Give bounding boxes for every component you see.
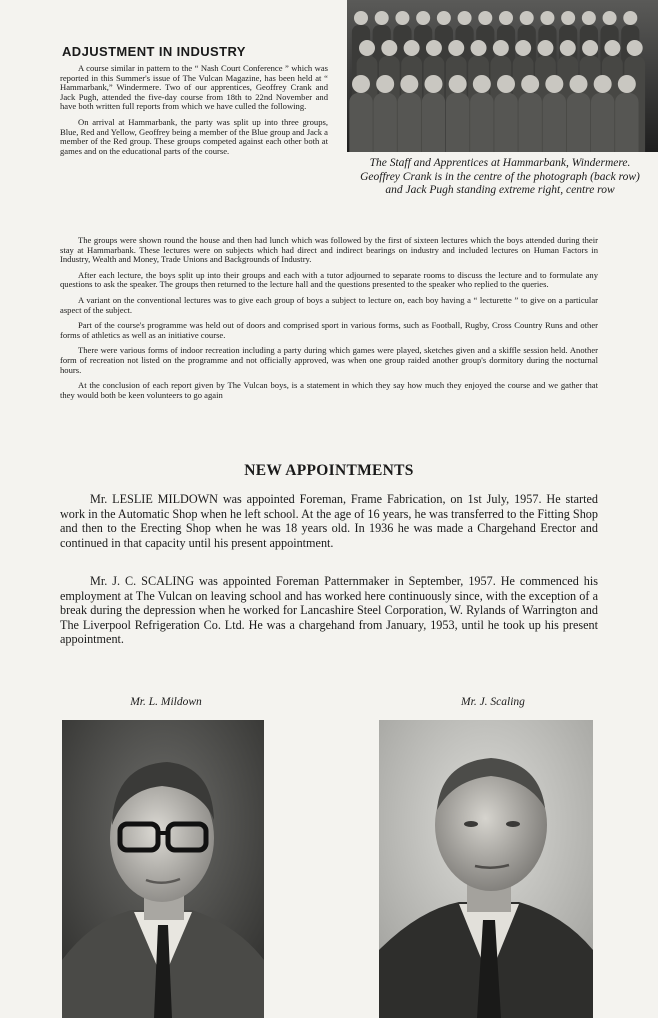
article-paragraph: At the conclusion of each report given by The Vulcan boys, is a statement in which they say how much they enjoyed the course and we gather that they would both be keen volunteers to go again <box>60 380 598 400</box>
article-heading: ADJUSTMENT IN INDUSTRY <box>62 44 246 59</box>
group-photo-image <box>347 0 658 152</box>
group-photo-caption: The Staff and Apprentices at Hammarbank, Windermere. Geoffrey Crank is in the centre of the photograph (back row) and Jack Pugh standing extreme right, centre row <box>360 157 640 196</box>
appointment-paragraph: Mr. LESLIE MILDOWN was appointed Foreman, Frame Fabrication, on 1st July, 1957. He started work in the Automatic Shop when he left school. At the age of 16 years, he was transferred to the Fitting Shop and then to the Erecting Shop when he was 18 years old. In 1936 he was made a Chargehand Erector and continued in that capacity until his present appointment. <box>60 492 598 550</box>
article-intro-column <box>60 64 328 159</box>
article-paragraph: The groups were shown round the house and then had lunch which was followed by the first of sixteen lectures which the boys attended during their stay at Hammarbank. These lectures were on subjects which had direct and indirect bearings on industry and included lectures on Human Factors in Industry, Wealth and Money, Trade Unions and Backgrounds of Industry. <box>60 235 598 265</box>
article-paragraph: On arrival at Hammarbank, the party was split up into three groups, Blue, Red and Yellow, Geoffrey being a member of the Blue group and Jack a member of the Red group. These groups competed against each other both at games and on the educational parts of the course. <box>60 116 328 156</box>
article-paragraph: There were various forms of indoor recreation including a party during which games were played, sketches given and a skiffle session held. Another form of recreation not listed on the programme and not officially approved, was when one group raided another group's dormitory during the nocturnal hours. <box>60 345 598 375</box>
article-paragraph: A course similar in pattern to the “ Nash Court Conference ” which was reported in this Summer's issue of The Vulcan Magazine, has been held at “ Hammarbank,” Windermere. Two of our apprentices, Geoffrey Crank and Jack Pugh, attended the five-day course from 18th to 22nd November and have both written full reports from which we have culled the following. <box>60 63 328 112</box>
portrait-image-mildown <box>62 720 264 1018</box>
appointment-scaling <box>60 574 598 647</box>
article-body <box>60 236 598 406</box>
group-photo <box>347 0 658 152</box>
article-paragraph: After each lecture, the boys split up into their groups and each with a tutor adjourned to separate rooms to discuss the lecture and to formulate any questions to ask the speaker. The groups then returned to the lecture hall and the questions presented to the speaker who replied to the queries. <box>60 269 598 290</box>
section-heading: NEW APPOINTMENTS <box>244 462 414 479</box>
article-paragraph: Part of the course's programme was held out of doors and comprised sport in various forms, such as Football, Rugby, Cross Country Runs and other forms of athletics as well as an initiative course. <box>60 320 598 340</box>
portrait-photo-scaling <box>379 720 593 1018</box>
portrait-image-scaling <box>379 720 593 1018</box>
portrait-label-mildown: Mr. L. Mildown <box>130 696 202 708</box>
portrait-photo-mildown <box>62 720 264 1018</box>
portrait-label-scaling: Mr. J. Scaling <box>461 696 525 708</box>
article-paragraph: A variant on the conventional lectures was to give each group of boys a subject to lecture on, each boy having a “ lecturette ” to give on a particular aspect of the subject. <box>60 294 598 315</box>
appointment-mildown <box>60 492 598 550</box>
appointment-paragraph: Mr. J. C. SCALING was appointed Foreman Patternmaker in September, 1957. He commenced his employment at The Vulcan on leaving school and has worked here continuously since, with the exception of a break during the depression when he worked for Lancashire Steel Corporation, W. Rylands of Warrington and The Liverpool Refrigeration Co. Ltd. He was a chargehand from January, 1953, until he took up his present appointment. <box>60 574 598 647</box>
